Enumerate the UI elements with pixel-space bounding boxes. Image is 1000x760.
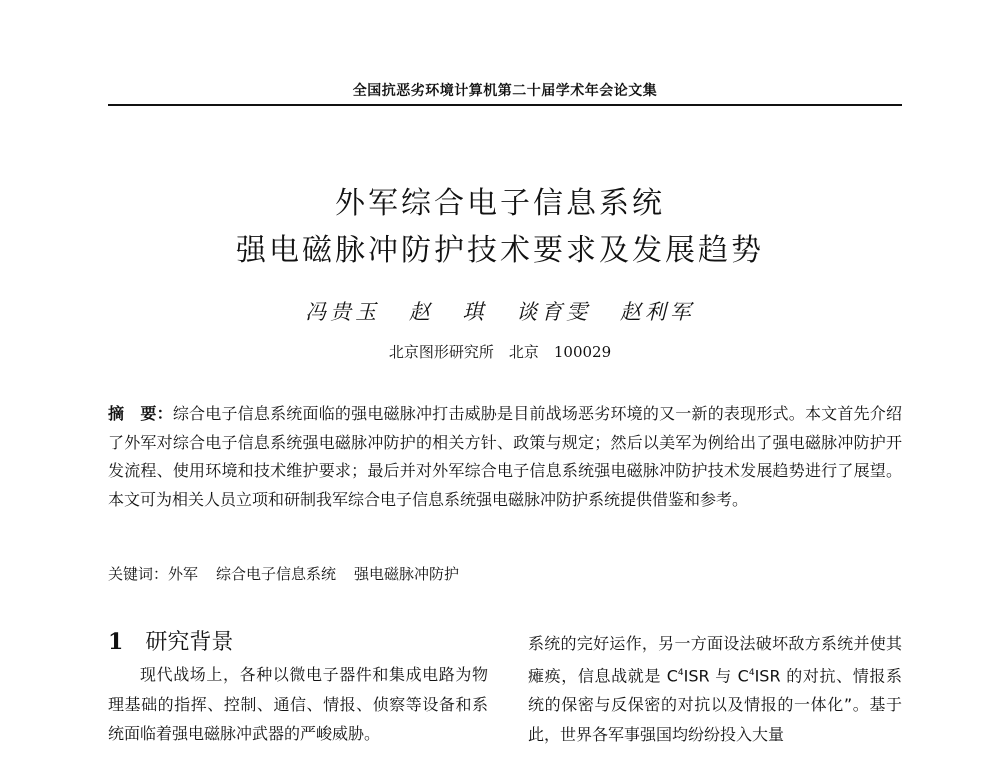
keyword: 综合电子信息系统 <box>216 565 337 583</box>
paper-title-line-1: 外军综合电子信息系统 <box>335 186 665 221</box>
running-head: 全国抗恶劣环境计算机第二十届学术年会论文集 <box>352 83 658 99</box>
keywords <box>108 563 902 584</box>
left-column <box>108 625 488 749</box>
superscript: 4 <box>677 667 684 678</box>
author-list: 冯贵玉 赵 琪 谈育雯 赵利军 <box>305 300 695 324</box>
body-paragraph: 现代战场上，各种以微电子器件和集成电路为物理基础的指挥、控制、通信、情报、侦察等设备和系统面临着强电磁脉冲武器的严峻威胁。 <box>108 665 488 743</box>
keyword: 强电磁脉冲防护 <box>354 565 460 583</box>
superscript: 4 <box>748 667 755 678</box>
abstract-label: 摘 要： <box>108 404 173 423</box>
keyword: 外军 <box>168 565 199 583</box>
body-text: 系统的完好运作，另一方面设法破坏敌方系统并使其瘫痪，信息战就是 C <box>528 634 902 685</box>
header-rule <box>108 104 902 106</box>
abstract-text: 综合电子信息系统面临的强电磁脉冲打击威胁是目前战场恶劣环境的又一新的表现形式。本文首先介绍了外军对综合电子信息系统强电磁脉冲防护的相关方针、政策与规定；然后以美军为例给出了强电磁脉冲防护开发流程、使用环境和技术维护要求；最后并对外军综合电子信息系统强电磁脉冲防护技术发展趋势进行了展望。本文可为相关人员立项和研制我军综合电子信息系统强电磁脉冲防护系统提供借鉴和参考。 <box>108 404 902 509</box>
abstract <box>108 400 902 514</box>
keywords-label: 关键词： <box>108 565 169 583</box>
affiliation: 北京图形研究所 北京 100029 <box>388 343 612 361</box>
right-column <box>528 629 902 749</box>
section-title: 研究背景 <box>145 630 234 655</box>
section-heading <box>108 625 488 660</box>
paper-title-line-2: 强电磁脉冲防护技术要求及发展趋势 <box>236 233 764 268</box>
body-text: ISR 与 C <box>683 665 749 685</box>
section-number: 1 <box>108 629 124 655</box>
body-text: ISR 的对抗、情报系统的保密与反保密的对抗以及情报的一体化”。基于此，世界各军事强国均纷纷投入大量 <box>528 665 902 744</box>
